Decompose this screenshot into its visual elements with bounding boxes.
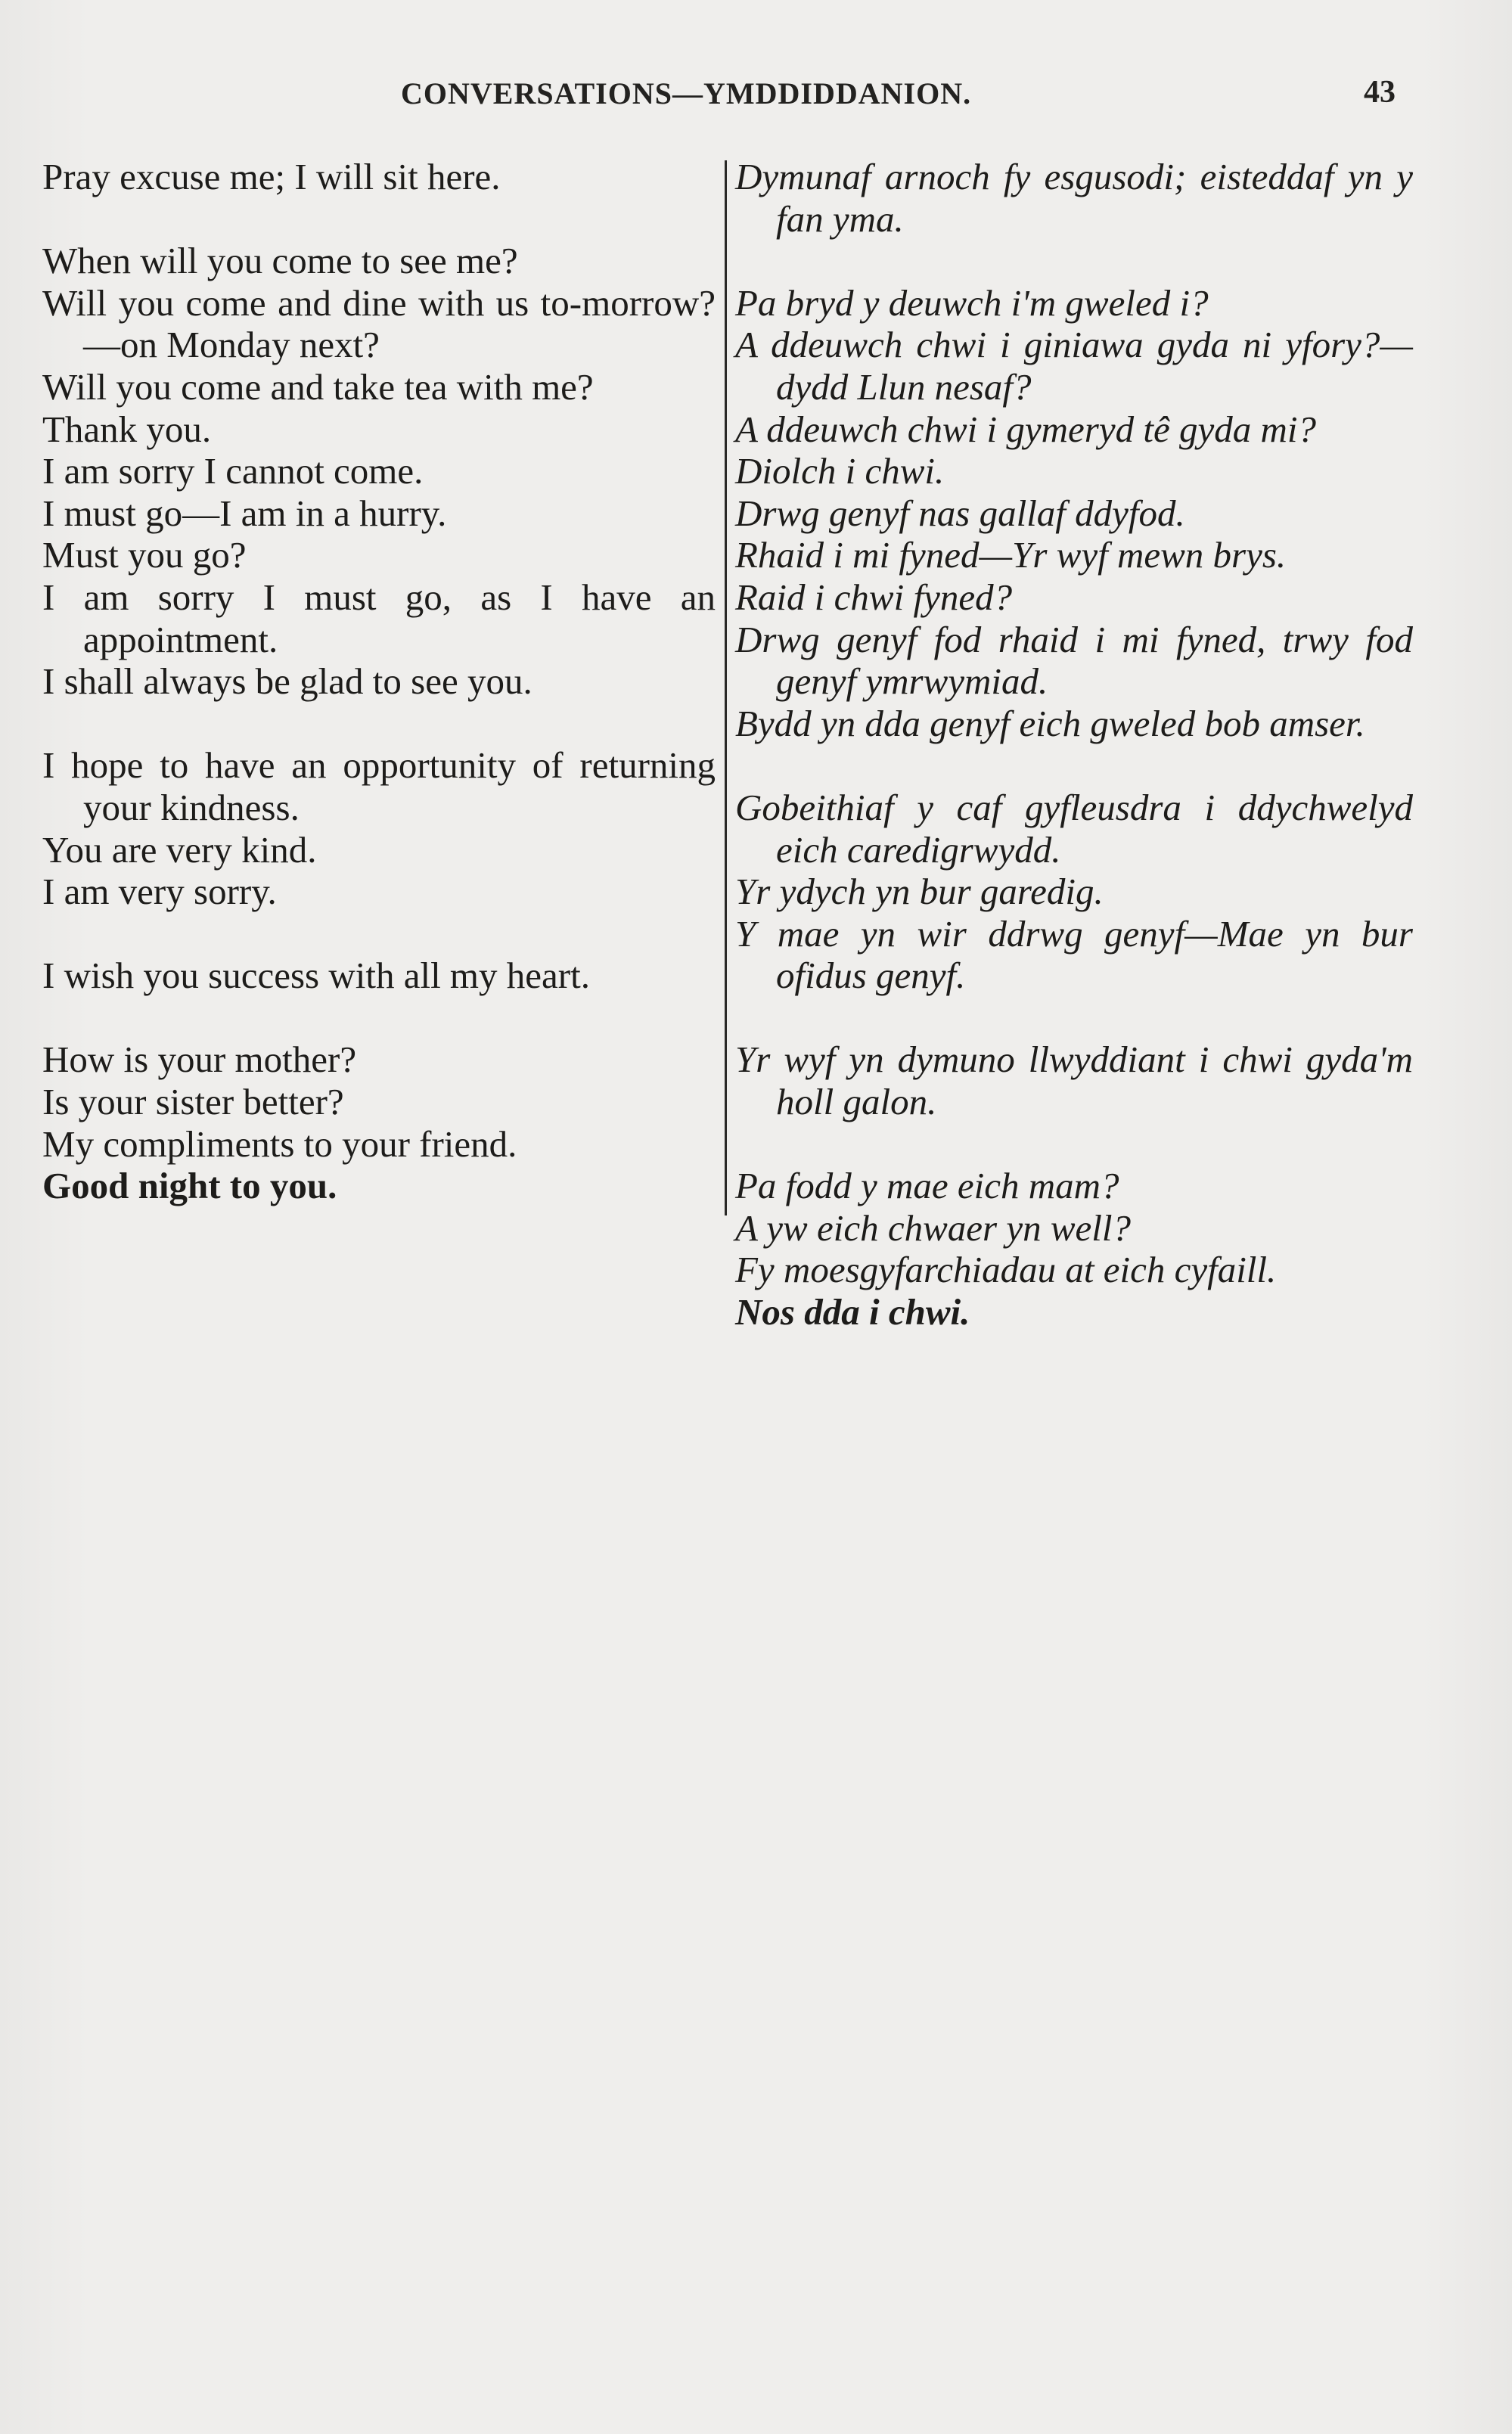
english-phrase: I shall always be glad to see you.	[42, 660, 532, 703]
welsh-phrase: Y mae yn wir ddrwg genyf—Mae yn bur ofidus genyf.	[735, 912, 1413, 997]
welsh-phrase: Gobeithiaf y caf gyfleusdra i ddychwelyd eich caredigrwydd.	[735, 786, 1413, 871]
running-head: CONVERSATIONS—YMDDIDDANION.	[401, 76, 972, 110]
welsh-phrase: Pa fodd y mae eich mam?	[735, 1165, 1119, 1207]
english-phrase: How is your mother?	[42, 1038, 357, 1081]
welsh-phrase: Nos dda i chwi.	[735, 1291, 970, 1333]
english-phrase: I wish you success with all my heart.	[42, 955, 590, 997]
welsh-phrase: Bydd yn dda genyf eich gweled bob amser.	[735, 702, 1365, 744]
english-phrase: Is your sister better?	[42, 1081, 344, 1123]
welsh-phrase: A ddeuwch chwi i giniawa gyda ni yfory?—dydd Llun nesaf?	[735, 324, 1413, 408]
english-phrase: Will you come and dine with us to-morrow?—on Monday next?	[42, 281, 716, 366]
welsh-phrase: Dymunaf arnoch fy esgusodi; eisteddaf yn y fan yma.	[735, 156, 1413, 240]
english-phrase: You are very kind.	[42, 828, 317, 871]
welsh-phrase: Fy moesgyfarchiadau at eich cyfaill.	[735, 1249, 1277, 1291]
welsh-phrase: Diolch i chwi.	[735, 450, 945, 492]
welsh-phrase: Raid i chwi fyned?	[735, 576, 1013, 618]
welsh-phrase: Drwg genyf fod rhaid i mi fyned, trwy fod genyf ymrwymiad.	[735, 618, 1413, 703]
english-column	[42, 156, 716, 1207]
english-phrase: I am sorry I cannot come.	[42, 450, 424, 492]
english-phrase: Will you come and take tea with me?	[42, 365, 594, 408]
page-number: 43	[1364, 75, 1396, 110]
welsh-column	[735, 156, 1413, 1333]
english-phrase: I must go—I am in a hurry.	[42, 492, 447, 534]
welsh-phrase: Rhaid i mi fyned—Yr wyf mewn brys.	[735, 534, 1287, 576]
english-phrase: Good night to you.	[42, 1165, 337, 1207]
english-phrase: Thank you.	[42, 408, 212, 450]
english-phrase: Pray excuse me; I will sit here.	[42, 156, 501, 197]
welsh-phrase: Yr ydych yn bur garedig.	[735, 871, 1104, 913]
english-phrase: Must you go?	[42, 534, 247, 576]
english-phrase: I am sorry I must go, as I have an appointment.	[42, 576, 716, 660]
welsh-phrase: Yr wyf yn dymuno llwyddiant i chwi gyda'm holl galon.	[735, 1038, 1413, 1123]
welsh-phrase: Pa bryd y deuwch i'm gweled i?	[735, 281, 1209, 324]
welsh-phrase: A yw eich chwaer yn well?	[735, 1206, 1131, 1249]
english-phrase: When will you come to see me?	[42, 240, 518, 282]
english-phrase: My compliments to your friend.	[42, 1122, 517, 1165]
welsh-phrase: A ddeuwch chwi i gymeryd tê gyda mi?	[735, 408, 1316, 450]
english-phrase: I hope to have an opportunity of returning your kindness.	[42, 744, 716, 828]
welsh-phrase: Drwg genyf nas gallaf ddyfod.	[735, 492, 1185, 534]
column-divider	[725, 160, 727, 1215]
english-phrase: I am very sorry.	[42, 871, 277, 913]
